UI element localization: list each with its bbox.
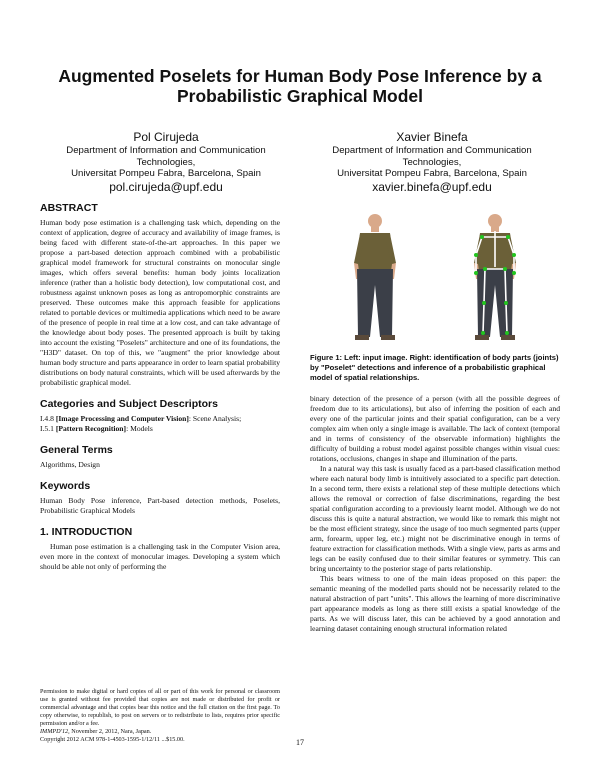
- category-entry: I.4.8 [Image Processing and Computer Vision]: Scene Analysis;: [40, 414, 242, 423]
- figure-1-caption: Figure 1: Left: input image. Right: identification of body parts (joints) by "Poselet" detections and inference of a probabilistic graphical model of spatial relationships.: [310, 353, 559, 382]
- introduction-heading: 1. INTRODUCTION: [40, 526, 133, 538]
- author-email: xavier.binefa@upf.edu: [372, 179, 492, 194]
- copyright-line: Copyright 2012 ACM 978-1-4503-1595-1/12/11 ...$15.00.: [40, 736, 185, 743]
- author-department: Department of Information and Communication Technologies,: [66, 145, 266, 168]
- abstract-text: Human body pose estimation is a challenging task which, depending on the context of application, degree of accuracy and availability of image frames, is being faced with different state-of-the-art approaches. In this paper we propose a part-based detection approach combined with a probabilistic graphical model framework for structural constraints on monocular single images, which offers several benefits: human body joints localization inference (rather than a holistic body detection), low computational cost, and robustness against unknown poses as long as antropomorphic constraints are preserved. These outcomes make this approach feasible for applications related to portable devices or multimedia applications which need to be aware of the presence of people in real time at a low cost, and can take advantage of the knowledge about body poses. The presented approach is built by taking into account the existing "Poselets" architecture and one of its foundations, the "H3D" dataset. On top of this, we "augment" the prior knowledge about human body structure and parts appearance in order to learn spatial probability distributions on body natural constraints, which will be used afterwards by the probabilistic graphical model.: [40, 218, 280, 387]
- author-email: pol.cirujeda@upf.edu: [109, 179, 223, 194]
- abstract-heading: ABSTRACT: [40, 202, 98, 214]
- permission-text: Permission to make digital or hard copies of all or part of this work for personal or classroom use is granted without fee provided that copies are not made or distributed for profit or commercial advantage and that copies bear this notice and the full citation on the first page. To copy otherwise, to republish, to post on servers or to redistribute to lists, requires prior specific permission and/or a fee.: [40, 688, 280, 727]
- author-2: [306, 130, 558, 194]
- categories-heading: Categories and Subject Descriptors: [40, 398, 218, 410]
- figure-1-image: [310, 207, 560, 345]
- page-number: 17: [296, 738, 304, 747]
- intro-paragraph: This bears witness to one of the main ideas proposed on this paper: the semantic meaning of the modelled parts should not be necessarily related to the natural abstraction of part "units". This allows the learning of more discriminative part appearance models as long as there still exists a spatial knowledge of the parts. As we will discuss later, this can be achieved by a good annotation and learning dataset containing enough structural information related: [310, 574, 560, 633]
- keywords-heading: Keywords: [40, 480, 91, 492]
- author-name: Pol Cirujeda: [133, 130, 199, 144]
- input-person: [354, 214, 396, 340]
- introduction-text: Human pose estimation is a challenging task in the Computer Vision area, even more in the context of monocular images. Developing a system which should be able not only of performing the: [40, 542, 280, 571]
- general-terms-heading: General Terms: [40, 444, 113, 456]
- intro-paragraph: binary detection of the presence of a person (with all the possible degrees of freedom due to its articulations), but also of inferring the position of each and every one of the particular joints and their spatial configuration, can be a very complex aim when only a single image is available. The lack of context (temporal and in terms of consistency of the observable information) highlights the difficulty of building a robust model against possible changes within visual cues: rotations, occlusions, changes in shape and illumination of the parts.: [310, 394, 560, 463]
- category-entry: I.5.1 [Pattern Recognition]: Models: [40, 424, 153, 433]
- author-department: Department of Information and Communication Technologies,: [332, 145, 532, 168]
- left-column: [40, 202, 280, 572]
- paper-title: Augmented Poselets for Human Body Pose Inference by a Probabilistic Graphical Model: [58, 66, 542, 106]
- author-institution: Universitat Pompeu Fabra, Barcelona, Spain: [337, 168, 527, 179]
- conference-line: IMMPD'12, November 2, 2012, Nara, Japan.: [40, 728, 152, 735]
- general-terms-text: Algorithms, Design: [40, 460, 100, 469]
- intro-paragraph: In a natural way this task is usually faced as a part-based classification method where each natural body limb is intuitively associated to a specific part detection. In a second term, there exists a relational step of these multiple detections which allows the removal or correction of false discriminations, regarding the best spatial configuration according to a previously learnt model. Although we do not discuss this is quite a natural abstraction, we would like to remark this might not be the most efficient strategy, since the usage of too much segmented parts (upper arm, forearm, upper leg, etc.) might not be discriminative enough in terms of feature extraction for classification methods. With a single view, parts as arms and legs can be easily confused due to their similar features or symmetry. This can bring uncertainty to the posterior stage of parts relationship.: [310, 464, 560, 573]
- keywords-text: Human Body Pose inference, Part-based detection methods, Poselets, Probabilistic Graphical Models: [40, 496, 280, 515]
- permission-footnote: [40, 688, 280, 744]
- author-name: Xavier Binefa: [396, 130, 468, 144]
- author-1: [40, 130, 292, 194]
- author-institution: Universitat Pompeu Fabra, Barcelona, Spain: [71, 168, 261, 179]
- right-column: [310, 394, 560, 634]
- detected-person: [474, 214, 516, 340]
